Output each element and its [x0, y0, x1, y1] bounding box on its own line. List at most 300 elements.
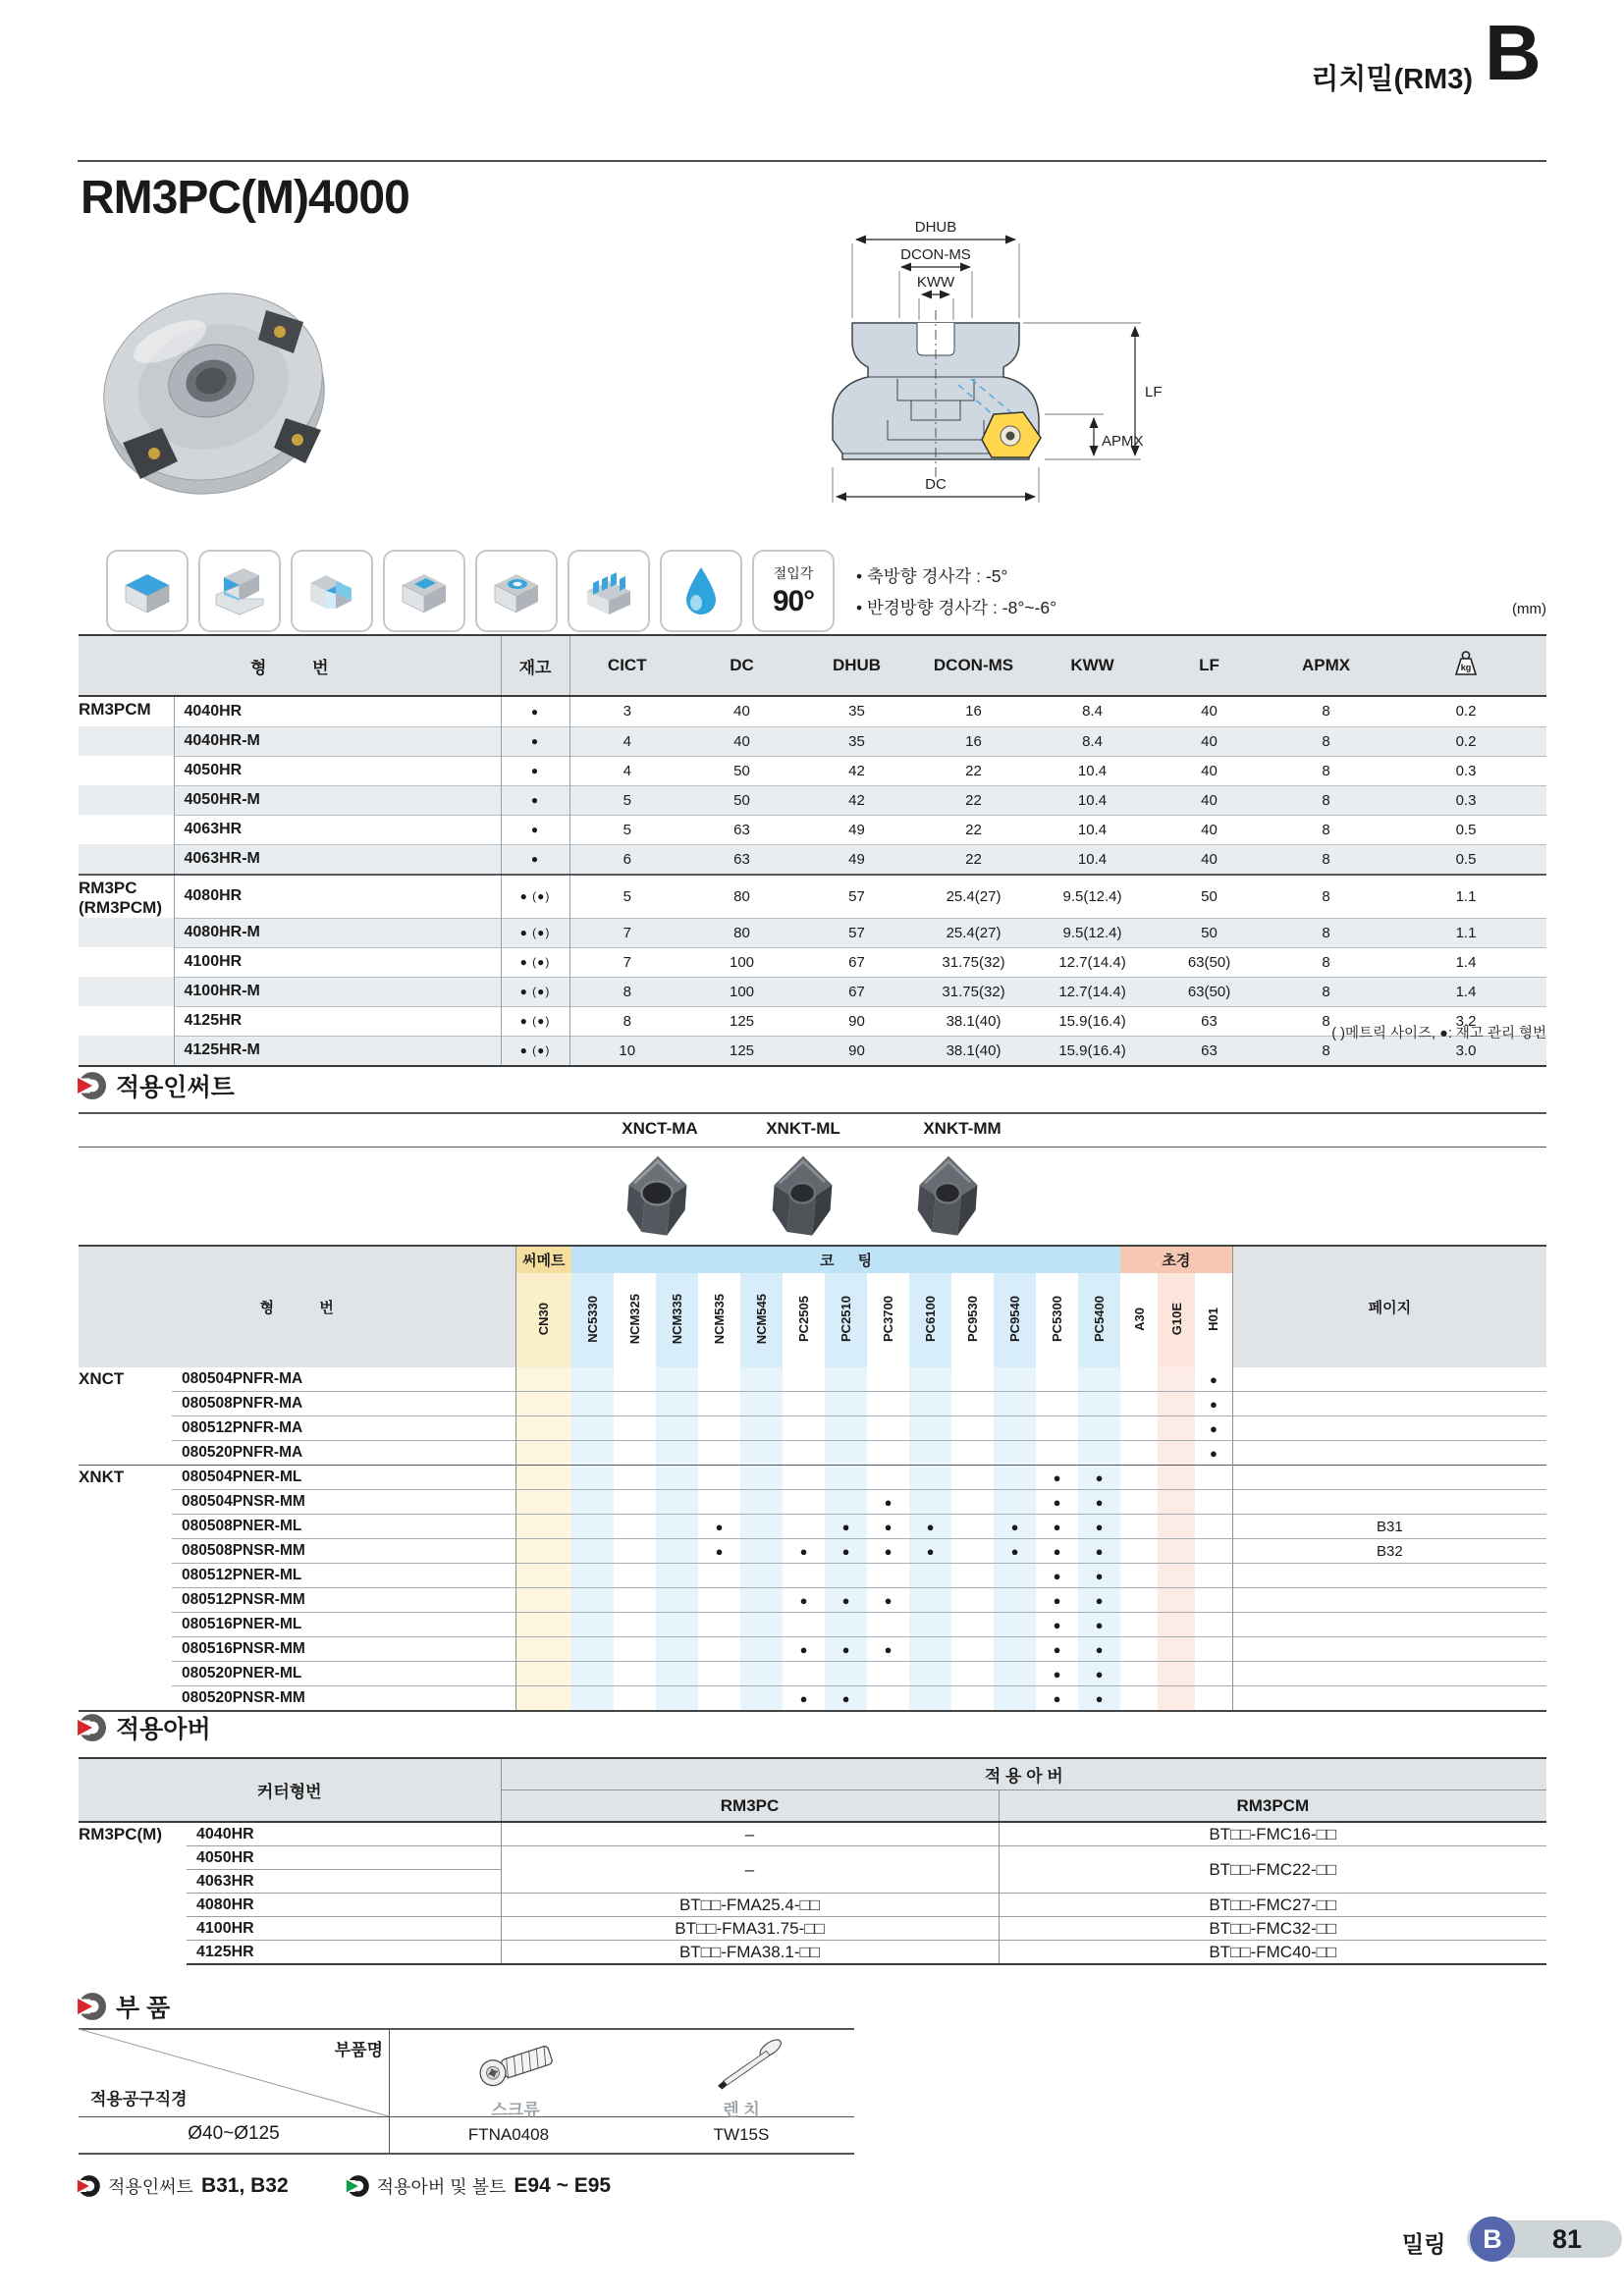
dimension-diagram [811, 192, 1204, 531]
shoulder-milling-icon [198, 550, 281, 632]
grade-cell-h01 [1195, 1637, 1232, 1662]
cell-cict: 8 [569, 1006, 684, 1036]
insert-model: 080512PNSR-MM [172, 1588, 515, 1613]
cell-kww: 15.9(16.4) [1033, 1006, 1152, 1036]
cell-dcon-ms: 38.1(40) [914, 1036, 1033, 1066]
grade-cell-pc2510: ● [825, 1588, 867, 1613]
grade-cell-ncm335 [656, 1613, 698, 1637]
grade-cell-pc5300: ● [1036, 1686, 1078, 1712]
cell-lf: 40 [1152, 815, 1267, 844]
diameter-value: Ø40~Ø125 [188, 2123, 280, 2144]
cell-stock: ● (●) [501, 875, 569, 918]
grade-cell-pc2505 [783, 1466, 825, 1490]
col-header-cict: CICT [569, 635, 684, 696]
rm3pcm-arbor: BT□□-FMC40-□□ [999, 1941, 1546, 1965]
cutter-model: 4080HR [187, 1894, 501, 1917]
cell-stock: ● (●) [501, 947, 569, 977]
cell-stock: ● [501, 785, 569, 815]
grade-cell-ncm545 [740, 1416, 783, 1441]
cell-apmx: 8 [1267, 947, 1385, 977]
grade-cell-ncm325 [614, 1637, 656, 1662]
cell-apmx: 8 [1267, 875, 1385, 918]
screw-figure [403, 2034, 628, 2120]
grade-cell-pc5400: ● [1078, 1564, 1120, 1588]
cell-dhub: 35 [848, 703, 865, 721]
grade-cell-ncm535 [698, 1441, 740, 1466]
series-line: RM3PCM [79, 700, 151, 719]
grade-cell-pc9530 [951, 1367, 994, 1392]
cell-model: 4080HR-M [174, 918, 501, 947]
grade-cell-pc6100 [909, 1637, 951, 1662]
cell-kww: 8.4 [1082, 703, 1103, 721]
grade-cell-pc2505 [783, 1367, 825, 1392]
grade-cell-ncm535 [698, 1466, 740, 1490]
cell-dcon-ms: 38.1(40) [914, 1006, 1033, 1036]
grade-column-label: PC6100 [923, 1296, 938, 1342]
series-label [79, 1564, 172, 1588]
cutter-model: 4125HR [187, 1941, 501, 1965]
grade-cell-pc3700 [867, 1686, 909, 1712]
cell-weight: 3.0 [1385, 1036, 1546, 1066]
grade-cell-g10e [1158, 1637, 1195, 1662]
cell-dc: 40 [684, 726, 799, 756]
cell-lf: 40 [1201, 703, 1218, 721]
grade-cell-h01 [1195, 1686, 1232, 1712]
grade-cell-g10e [1158, 1588, 1195, 1613]
grade-cell-ncm335 [656, 1686, 698, 1712]
cutting-angle-box [752, 550, 835, 632]
grade-cell-g10e [1158, 1367, 1195, 1392]
grade-cell-nc5330 [571, 1539, 614, 1564]
grade-cell-pc9530 [951, 1564, 994, 1588]
grade-cell-pc5400 [1078, 1416, 1120, 1441]
page-ref: B32 [1232, 1539, 1546, 1564]
grade-cell-a30 [1120, 1367, 1158, 1392]
cell-lf: 63(50) [1152, 947, 1267, 977]
arbor-group-header: 적 용 아 버 [501, 1758, 1546, 1790]
spec-row [79, 875, 1546, 918]
insert-model: 080508PNER-ML [172, 1515, 515, 1539]
grade-cell-pc9530 [951, 1686, 994, 1712]
insert-model: 080520PNER-ML [172, 1662, 515, 1686]
insert-model: 080504PNFR-MA [182, 1370, 303, 1387]
grade-cell-nc5330 [571, 1686, 614, 1712]
grade-cell-pc2505 [783, 1416, 825, 1441]
series-label [79, 1588, 172, 1613]
insert-row [79, 1613, 1546, 1637]
grade-column-label: NCM545 [754, 1293, 769, 1345]
grade-cell-pc9530 [951, 1637, 994, 1662]
insert-section-label: 적용인써트 [116, 1074, 235, 1101]
grade-cell-nc5330 [571, 1367, 614, 1392]
page-ref [1232, 1490, 1546, 1515]
grade-column-header-nc5330 [571, 1273, 614, 1367]
grade-cell-a30 [1120, 1441, 1158, 1466]
grade-cell-g10e [1158, 1564, 1195, 1588]
screw-label: 스크류 [491, 2101, 540, 2119]
cutter-model: 4050HR [187, 1846, 501, 1870]
grade-column-label: NCM325 [627, 1293, 642, 1345]
arbor-section-label: 적용아버 [116, 1716, 211, 1743]
grade-cell-cn30 [515, 1637, 571, 1662]
grade-cell-ncm325 [614, 1515, 656, 1539]
insert-model: 080508PNFR-MA [172, 1392, 515, 1416]
dim-label-lf: LF [1145, 384, 1163, 400]
grade-column-header-ncm535 [698, 1273, 740, 1367]
grade-cell-pc3700: ● [867, 1490, 909, 1515]
grade-cell-pc5400: ● [1078, 1490, 1120, 1515]
grade-cell-a30 [1120, 1515, 1158, 1539]
grade-cell-ncm325 [614, 1367, 656, 1392]
series-label [79, 756, 174, 785]
grade-column-label: G10E [1168, 1302, 1184, 1336]
grade-cell-a30 [1120, 1466, 1158, 1490]
spec-row [79, 756, 1546, 785]
cell-cict: 5 [569, 815, 684, 844]
insert-row [79, 1392, 1546, 1416]
grade-column-label: NCM535 [712, 1293, 727, 1345]
grade-cell-ncm335 [656, 1441, 698, 1466]
rm3pcm-arbor: BT□□-FMC32-□□ [999, 1917, 1546, 1941]
cell-model: 4063HR [174, 815, 501, 844]
grade-cell-pc5300 [1036, 1367, 1078, 1392]
grade-column-header-pc5300 [1036, 1273, 1078, 1367]
cell-weight: 1.1 [1385, 875, 1546, 918]
grade-cell-pc2505: ● [783, 1588, 825, 1613]
grade-cell-pc9540 [994, 1367, 1036, 1392]
insert-row [79, 1466, 1546, 1490]
grade-cell-pc9540 [994, 1588, 1036, 1613]
series-label [79, 726, 174, 756]
rm3pc-arbor: – [501, 1822, 999, 1846]
insert-section-title [77, 1068, 235, 1103]
insert-model: 080520PNFR-MA [172, 1441, 515, 1466]
wrench-label: 렌 치 [723, 2101, 760, 2119]
arbor-row [79, 1846, 1546, 1870]
spec-row [79, 977, 1546, 1006]
cell-lf: 40 [1152, 844, 1267, 875]
series-label [79, 947, 174, 977]
insert-row [79, 1662, 1546, 1686]
cell-dhub: 57 [799, 875, 914, 918]
section-bullet-icon [77, 1071, 106, 1100]
grade-cell-ncm545 [740, 1441, 783, 1466]
grade-cell-pc6100 [909, 1613, 951, 1637]
cell-cict: 5 [569, 785, 684, 815]
grade-cell-nc5330 [571, 1416, 614, 1441]
grade-cell-ncm545 [740, 1490, 783, 1515]
weight-header [1385, 635, 1546, 696]
page-ref [1232, 1662, 1546, 1686]
grade-cell-pc9530 [951, 1515, 994, 1539]
grade-cell-pc5300: ● [1036, 1515, 1078, 1539]
grade-cell-ncm535 [698, 1490, 740, 1515]
insert-row [79, 1416, 1546, 1441]
cell-dc: 100 [684, 977, 799, 1006]
wrench-icon [682, 2034, 800, 2091]
series-label: XNKT [79, 1466, 172, 1490]
insert-model: 080512PNER-ML [172, 1564, 515, 1588]
grade-cell-pc2510 [825, 1441, 867, 1466]
grade-cell-h01 [1195, 1490, 1232, 1515]
grade-cell-pc2510 [825, 1367, 867, 1392]
grade-cell-pc6100 [909, 1490, 951, 1515]
insert-row [79, 1515, 1546, 1539]
grade-cell-ncm335 [656, 1466, 698, 1490]
grade-cell-pc9540 [994, 1392, 1036, 1416]
grade-column-header-g10e [1158, 1273, 1195, 1367]
grade-cell-ncm325 [614, 1392, 656, 1416]
grade-cell-ncm545 [740, 1637, 783, 1662]
grade-cell-ncm535 [698, 1564, 740, 1588]
slot-milling-icon [291, 550, 373, 632]
grade-cell-nc5330 [571, 1466, 614, 1490]
cell-dhub: 90 [799, 1036, 914, 1066]
grade-cell-pc3700: ● [867, 1515, 909, 1539]
grade-cell-ncm335 [656, 1515, 698, 1539]
cell-dcon-ms: 22 [914, 785, 1033, 815]
grade-cell-pc2505 [783, 1392, 825, 1416]
cell-dc: 125 [684, 1036, 799, 1066]
spec-row [79, 918, 1546, 947]
insert-row [79, 1367, 1546, 1392]
insert-model: 080516PNER-ML [172, 1613, 515, 1637]
cell-dc: 63 [684, 844, 799, 875]
grade-cell-cn30 [515, 1392, 571, 1416]
grade-cell-pc9530 [951, 1490, 994, 1515]
parts-table [79, 2028, 854, 2154]
grade-cell-ncm335 [656, 1564, 698, 1588]
insert-photo-xnct-ma [613, 1152, 703, 1243]
weight-kg-icon [1451, 650, 1481, 677]
cell-weight: 1.4 [1385, 977, 1546, 1006]
grade-cell-pc6100: ● [909, 1515, 951, 1539]
page-ref [1232, 1613, 1546, 1637]
grade-cell-ncm325 [614, 1539, 656, 1564]
unit-note: (mm) [1512, 601, 1546, 617]
spec-header-row [79, 635, 1546, 696]
insert-row [79, 1686, 1546, 1712]
rm3pcm-arbor: BT□□-FMC27-□□ [999, 1894, 1546, 1917]
grade-cell-ncm545 [740, 1466, 783, 1490]
grade-cell-pc5400 [1078, 1392, 1120, 1416]
rm3pc-arbor: BT□□-FMA38.1-□□ [501, 1941, 999, 1965]
insert-photo-xnkt-ml [758, 1152, 848, 1243]
cutting-angle-value: 90° [772, 585, 815, 617]
grade-cell-pc2510 [825, 1490, 867, 1515]
cell-lf: 63(50) [1152, 977, 1267, 1006]
col-header-kww: KWW [1033, 635, 1152, 696]
insert-type-label: XNKT-MM [923, 1119, 1001, 1138]
grade-cell-pc5400: ● [1078, 1466, 1120, 1490]
grade-cell-pc9540 [994, 1564, 1036, 1588]
arbor-ref-label: 적용아버 및 볼트 [376, 2177, 507, 2197]
grade-cell-pc5300: ● [1036, 1539, 1078, 1564]
grade-cell-g10e [1158, 1539, 1195, 1564]
cell-cict: 5 [569, 875, 684, 918]
cell-dcon-ms: 25.4(27) [914, 875, 1033, 918]
cell-dcon-ms: 22 [914, 756, 1033, 785]
cell-kww: 12.7(14.4) [1033, 947, 1152, 977]
grade-cell-a30 [1120, 1392, 1158, 1416]
series-line: RM3PC [79, 879, 137, 897]
grade-column-label: PC3700 [881, 1296, 895, 1342]
cell-lf: 40 [1152, 756, 1267, 785]
cell-model: 4050HR-M [174, 785, 501, 815]
grade-column-label: PC2505 [796, 1296, 811, 1342]
grade-cell-pc3700: ● [867, 1588, 909, 1613]
grade-cell-nc5330 [571, 1441, 614, 1466]
cell-apmx: 8 [1267, 785, 1385, 815]
cell-lf: 40 [1152, 726, 1267, 756]
grade-cell-cn30 [515, 1662, 571, 1686]
page-ref [1232, 1466, 1546, 1490]
grade-cell-pc5300 [1036, 1392, 1078, 1416]
series-line: (RM3PCM) [79, 898, 162, 917]
grade-column-header-pc5400 [1078, 1273, 1120, 1367]
grade-cell-pc9540: ● [994, 1539, 1036, 1564]
cell-dc: 40 [733, 703, 750, 721]
cell-stock: ● [501, 844, 569, 875]
milling-cutter-image [93, 251, 341, 546]
insert-grade-table [79, 1245, 1546, 1712]
cell-model: 4100HR [174, 947, 501, 977]
grade-cell-ncm335 [656, 1392, 698, 1416]
reference-links [77, 2173, 611, 2199]
page-ref [1232, 1441, 1546, 1466]
grade-cell-ncm335 [656, 1416, 698, 1441]
grade-column-label: PC9540 [1007, 1296, 1022, 1342]
grade-cell-ncm325 [614, 1441, 656, 1466]
grade-column-header-pc3700 [867, 1273, 909, 1367]
grade-column-header-h01 [1195, 1273, 1232, 1367]
grade-cell-pc9530 [951, 1588, 994, 1613]
cell-dhub: 49 [799, 844, 914, 875]
cell-apmx: 8 [1267, 1006, 1385, 1036]
col-header-lf: LF [1152, 635, 1267, 696]
arbor-section-title [77, 1710, 211, 1745]
cell-cict: 7 [569, 918, 684, 947]
grade-column-label: NC5330 [585, 1295, 600, 1343]
grade-cell-pc9540 [994, 1637, 1036, 1662]
grade-cell-pc5400: ● [1078, 1539, 1120, 1564]
grade-cell-pc2505 [783, 1515, 825, 1539]
spec-row [79, 815, 1546, 844]
cell-weight: 0.2 [1385, 726, 1546, 756]
grade-cell-ncm325 [614, 1416, 656, 1441]
col-header-apmx: APMX [1267, 635, 1385, 696]
grade-cell-ncm545 [740, 1515, 783, 1539]
cell-kww: 15.9(16.4) [1033, 1036, 1152, 1066]
grade-cell-ncm335 [656, 1662, 698, 1686]
grade-cell-ncm335 [656, 1367, 698, 1392]
grade-cell-a30 [1120, 1637, 1158, 1662]
series-label [79, 815, 174, 844]
cutter-model: 4100HR [187, 1917, 501, 1941]
grade-cell-nc5330 [571, 1613, 614, 1637]
grade-column-header-cn30 [515, 1273, 571, 1367]
grade-cell-pc5300: ● [1036, 1613, 1078, 1637]
grade-cell-pc3700 [867, 1392, 909, 1416]
rm3pc-arbor: BT□□-FMA25.4-□□ [501, 1894, 999, 1917]
grade-cell-h01: ● [1195, 1392, 1232, 1416]
grade-cell-pc6100 [909, 1564, 951, 1588]
grade-cell-h01 [1195, 1466, 1232, 1490]
series-label [79, 1441, 172, 1466]
grade-cell-h01 [1195, 1662, 1232, 1686]
insert-row [79, 1588, 1546, 1613]
grade-cell-g10e [1158, 1490, 1195, 1515]
grade-cell-pc6100: ● [909, 1539, 951, 1564]
grade-cell-ncm545 [740, 1588, 783, 1613]
grade-cell-g10e [1158, 1662, 1195, 1686]
series-label [79, 1490, 172, 1515]
series-label [79, 977, 174, 1006]
grade-cell-pc9540 [994, 1416, 1036, 1441]
grade-cell-pc9540 [994, 1441, 1036, 1466]
grade-cell-ncm545 [740, 1662, 783, 1686]
grade-cell-ncm325 [614, 1490, 656, 1515]
grade-cell-pc9530 [951, 1416, 994, 1441]
cell-model: 4100HR-M [174, 977, 501, 1006]
grade-column-header-ncm335 [656, 1273, 698, 1367]
spec-row [79, 696, 1546, 726]
cell-lf: 63 [1152, 1006, 1267, 1036]
rm3pc-arbor: – [501, 1846, 999, 1894]
grade-cell-nc5330 [571, 1662, 614, 1686]
grade-cell-g10e [1158, 1441, 1195, 1466]
grade-cell-cn30 [515, 1686, 571, 1712]
grade-cell-pc5400 [1078, 1367, 1120, 1392]
grade-cell-h01: ● [1195, 1416, 1232, 1441]
grade-cell-ncm535 [698, 1662, 740, 1686]
cermet-group-header: 써메트 [515, 1246, 571, 1273]
grade-cell-pc3700 [867, 1613, 909, 1637]
grade-cell-pc3700 [867, 1367, 909, 1392]
grade-cell-ncm325 [614, 1466, 656, 1490]
series-label [79, 844, 174, 875]
spec-table [79, 634, 1546, 1067]
cell-dc: 50 [684, 756, 799, 785]
cell-cict: 4 [569, 756, 684, 785]
cell-kww: 9.5(12.4) [1033, 875, 1152, 918]
screw-icon [457, 2034, 574, 2091]
cell-kww: 10.4 [1033, 844, 1152, 875]
grade-cell-pc9530 [951, 1662, 994, 1686]
cell-dc: 100 [684, 947, 799, 977]
grade-cell-pc9540 [994, 1686, 1036, 1712]
cell-apmx: 8 [1267, 977, 1385, 1006]
series-label [79, 1613, 172, 1637]
grade-cell-pc2505 [783, 1490, 825, 1515]
dim-label-kww: KWW [916, 274, 955, 291]
arbor-table [79, 1757, 1546, 1965]
grade-cell-a30 [1120, 1490, 1158, 1515]
grade-column-label: PC2510 [839, 1296, 853, 1342]
grade-cell-cn30 [515, 1441, 571, 1466]
grade-cell-nc5330 [571, 1515, 614, 1539]
cell-stock: ● [501, 756, 569, 785]
section-bullet-icon [77, 1713, 106, 1742]
grade-cell-pc2505: ● [783, 1686, 825, 1712]
grade-cell-pc9540 [994, 1466, 1036, 1490]
cell-kww: 8.4 [1033, 726, 1152, 756]
wrench-part-number: TW15S [713, 2125, 770, 2144]
grade-cell-pc2510 [825, 1392, 867, 1416]
grade-cell-cn30 [515, 1539, 571, 1564]
insert-row [79, 1441, 1546, 1466]
insert-model: 080512PNFR-MA [172, 1416, 515, 1441]
